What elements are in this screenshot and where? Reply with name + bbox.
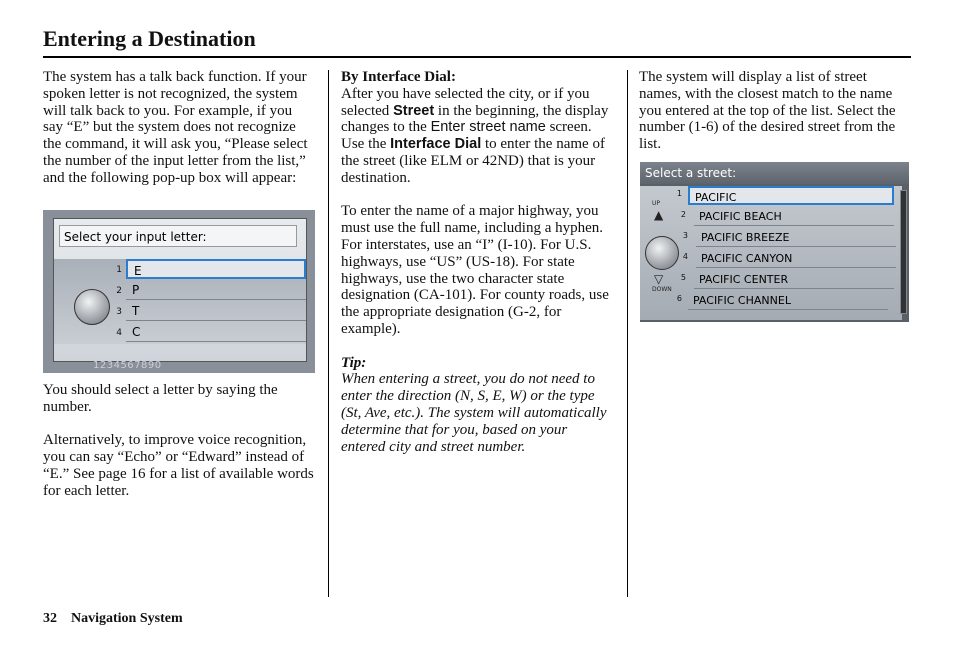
tip-heading: Tip:: [341, 354, 367, 371]
dial-knob-icon: [74, 289, 110, 325]
interface-dial-paragraph: [341, 86, 613, 187]
letter-list: [54, 259, 306, 344]
letter-row[interactable]: E: [126, 259, 306, 279]
down-label: DOWN: [652, 286, 672, 293]
select-a-street-screenshot: [640, 162, 909, 322]
text-run: in the beginning, the display changes to the: [341, 102, 609, 136]
row-number: 2: [116, 286, 122, 296]
select-letter-paragraph: You should select a letter by saying the number.: [43, 382, 278, 415]
up-arrow-icon[interactable]: ▲: [654, 208, 664, 222]
text-run: to enter the name of the street (like ELM or 42ND) that is your destination.: [341, 136, 605, 186]
row-number: 1: [676, 189, 682, 198]
row-number: 3: [116, 307, 122, 317]
down-arrow-icon[interactable]: ▽: [654, 272, 664, 286]
row-number: 6: [676, 294, 682, 303]
interface-dial-heading: By Interface Dial:: [341, 69, 456, 85]
page-footer: [43, 611, 183, 627]
dial-knob-icon: [645, 236, 679, 270]
letter-row[interactable]: C: [126, 322, 306, 342]
street-row[interactable]: PACIFIC CHANNEL: [688, 291, 888, 310]
enter-street-name-term: Enter street name: [430, 119, 546, 136]
street-row[interactable]: PACIFIC CANYON: [696, 249, 896, 268]
street-list-title: Select a street:: [640, 162, 909, 184]
select-input-letter-screenshot: [43, 210, 315, 373]
street-row[interactable]: PACIFIC BEACH: [694, 207, 894, 226]
row-number: 5: [680, 273, 686, 282]
text-run: After you have selected the city, or if you selected: [341, 85, 590, 119]
column-1-lower: [43, 382, 315, 516]
popup-box: [53, 218, 307, 362]
street-row[interactable]: PACIFIC: [688, 186, 894, 205]
tip-body: When entering a street, you do not need to enter the direction (N, S, E, W) or the type (St, Ave, etc.). The system will automatically determine that for you, based on your entered city and street number.: [341, 371, 607, 455]
scrollbar[interactable]: [900, 190, 907, 314]
column-divider-1: [328, 70, 329, 597]
up-label: UP: [652, 200, 661, 207]
row-number: 2: [680, 210, 686, 219]
column-1: [43, 69, 315, 203]
popup-title: Select your input letter:: [59, 225, 297, 247]
street-list: [640, 186, 902, 320]
row-number: 3: [682, 231, 688, 240]
street-row[interactable]: PACIFIC BREEZE: [696, 228, 896, 247]
street-term: Street: [393, 102, 435, 119]
page-title: Entering a Destination: [43, 26, 256, 51]
column-3: [639, 69, 911, 170]
column-2: [341, 69, 613, 455]
interface-dial-term: Interface Dial: [390, 136, 482, 153]
highway-paragraph: To enter the name of a major highway, you must use the full name, including a hyphen. For interstates, use an “I” (I-10). For U.S. highways, use “US” (US-18). For state highways, use the two character state designation (CA-101). For county roads, use the appropriate designation (G-2, for example).: [341, 203, 609, 337]
voice-recognition-paragraph: Alternatively, to improve voice recognition, you can say “Echo” or “Edward” instead of “E.” See page 16 for a list of available words for each letter.: [43, 432, 314, 499]
footer-label: Navigation System: [71, 611, 183, 626]
street-list-paragraph: The system will display a list of street names, with the closest match to the name you entered at the top of the list. Select the number (1-6) of the desired street from the list.: [639, 69, 896, 153]
letter-row[interactable]: T: [126, 301, 306, 321]
street-row[interactable]: PACIFIC CENTER: [694, 270, 894, 289]
column-divider-2: [627, 70, 628, 597]
keypad-numbers: 1234567890: [93, 360, 162, 371]
talk-back-paragraph: The system has a talk back function. If your spoken letter is not recognized, the system will talk back to you. For example, if you say “E” but the system does not recognize the command, it will ask you, “Please select the number of the input letter from the list,” and the following pop-up box will appear:: [43, 69, 308, 186]
text-run: screen. Use the: [341, 119, 592, 153]
title-rule: [43, 56, 911, 58]
row-number: 4: [116, 328, 122, 338]
page-number: 32: [43, 611, 57, 626]
letter-row[interactable]: P: [126, 280, 306, 300]
row-number: 1: [116, 265, 122, 275]
row-number: 4: [682, 252, 688, 261]
